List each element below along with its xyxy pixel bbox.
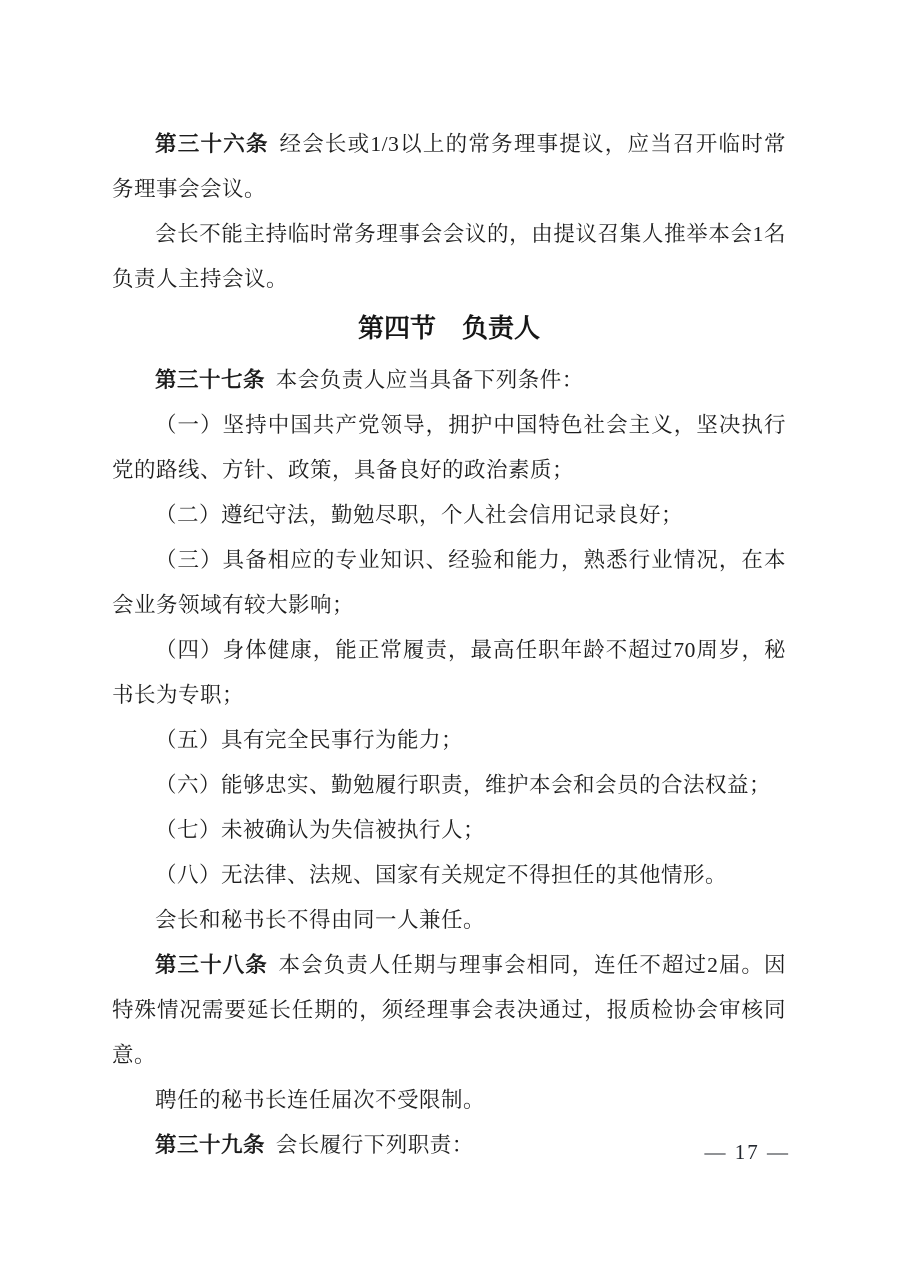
list-item-text: （一）坚持中国共产党领导，拥护中国特色社会主义，坚决执行党的路线、方针、政策，具备良好的政治素质； bbox=[112, 413, 786, 482]
list-item-text: （二）遵纪守法，勤勉尽职，个人社会信用记录良好； bbox=[155, 503, 684, 527]
list-item-6 bbox=[112, 763, 786, 808]
list-item-text: （六）能够忠实、勤勉履行职责，维护本会和会员的合法权益； bbox=[155, 773, 772, 797]
article-38-number: 第三十八条 bbox=[155, 953, 268, 977]
article-36-text: 经会长或1/3以上的常务理事提议，应当召开临时常务理事会会议。 bbox=[112, 132, 786, 201]
article-37-text: 本会负责人应当具备下列条件： bbox=[275, 368, 584, 392]
list-item-1 bbox=[112, 403, 786, 493]
list-item-4 bbox=[112, 628, 786, 718]
document-content bbox=[112, 122, 786, 1168]
paragraph-text: 聘任的秘书长连任届次不受限制。 bbox=[155, 1088, 486, 1112]
article-39-text: 会长履行下列职责： bbox=[275, 1133, 474, 1157]
page-number: — 17 — bbox=[704, 1140, 790, 1164]
article-36-number: 第三十六条 bbox=[155, 132, 269, 156]
paragraph-text: 会长和秘书长不得由同一人兼任。 bbox=[155, 908, 486, 932]
list-item-2 bbox=[112, 493, 786, 538]
list-item-7 bbox=[112, 808, 786, 853]
paragraph-article-36 bbox=[112, 122, 786, 212]
article-37-number: 第三十七条 bbox=[155, 368, 266, 392]
paragraph-concurrent-rule bbox=[112, 898, 786, 943]
paragraph-text: 会长不能主持临时常务理事会会议的，由提议召集人推举本会1名负责人主持会议。 bbox=[112, 222, 786, 291]
paragraph-article-38 bbox=[112, 943, 786, 1078]
list-item-text: （三）具备相应的专业知识、经验和能力，熟悉行业情况，在本会业务领域有较大影响； bbox=[112, 548, 786, 617]
list-item-3 bbox=[112, 538, 786, 628]
list-item-text: （四）身体健康，能正常履责，最高任职年龄不超过70周岁，秘书长为专职； bbox=[112, 638, 786, 707]
paragraph-article-38-cont bbox=[112, 1078, 786, 1123]
article-38-text: 本会负责人任期与理事会相同，连任不超过2届。因特殊情况需要延长任期的，须经理事会表决通过，报质检协会审核同意。 bbox=[112, 953, 786, 1067]
paragraph-article-37 bbox=[112, 358, 786, 403]
paragraph-article-36-cont bbox=[112, 212, 786, 302]
list-item-5 bbox=[112, 718, 786, 763]
list-item-text: （七）未被确认为失信被执行人； bbox=[155, 818, 486, 842]
list-item-text: （八）无法律、法规、国家有关规定不得担任的其他情形。 bbox=[155, 863, 728, 887]
list-item-8 bbox=[112, 853, 786, 898]
section-heading: 第四节 负责人 bbox=[357, 313, 540, 343]
article-39-number: 第三十九条 bbox=[155, 1133, 266, 1157]
list-item-text: （五）具有完全民事行为能力； bbox=[155, 728, 464, 752]
paragraph-article-39 bbox=[112, 1123, 786, 1168]
